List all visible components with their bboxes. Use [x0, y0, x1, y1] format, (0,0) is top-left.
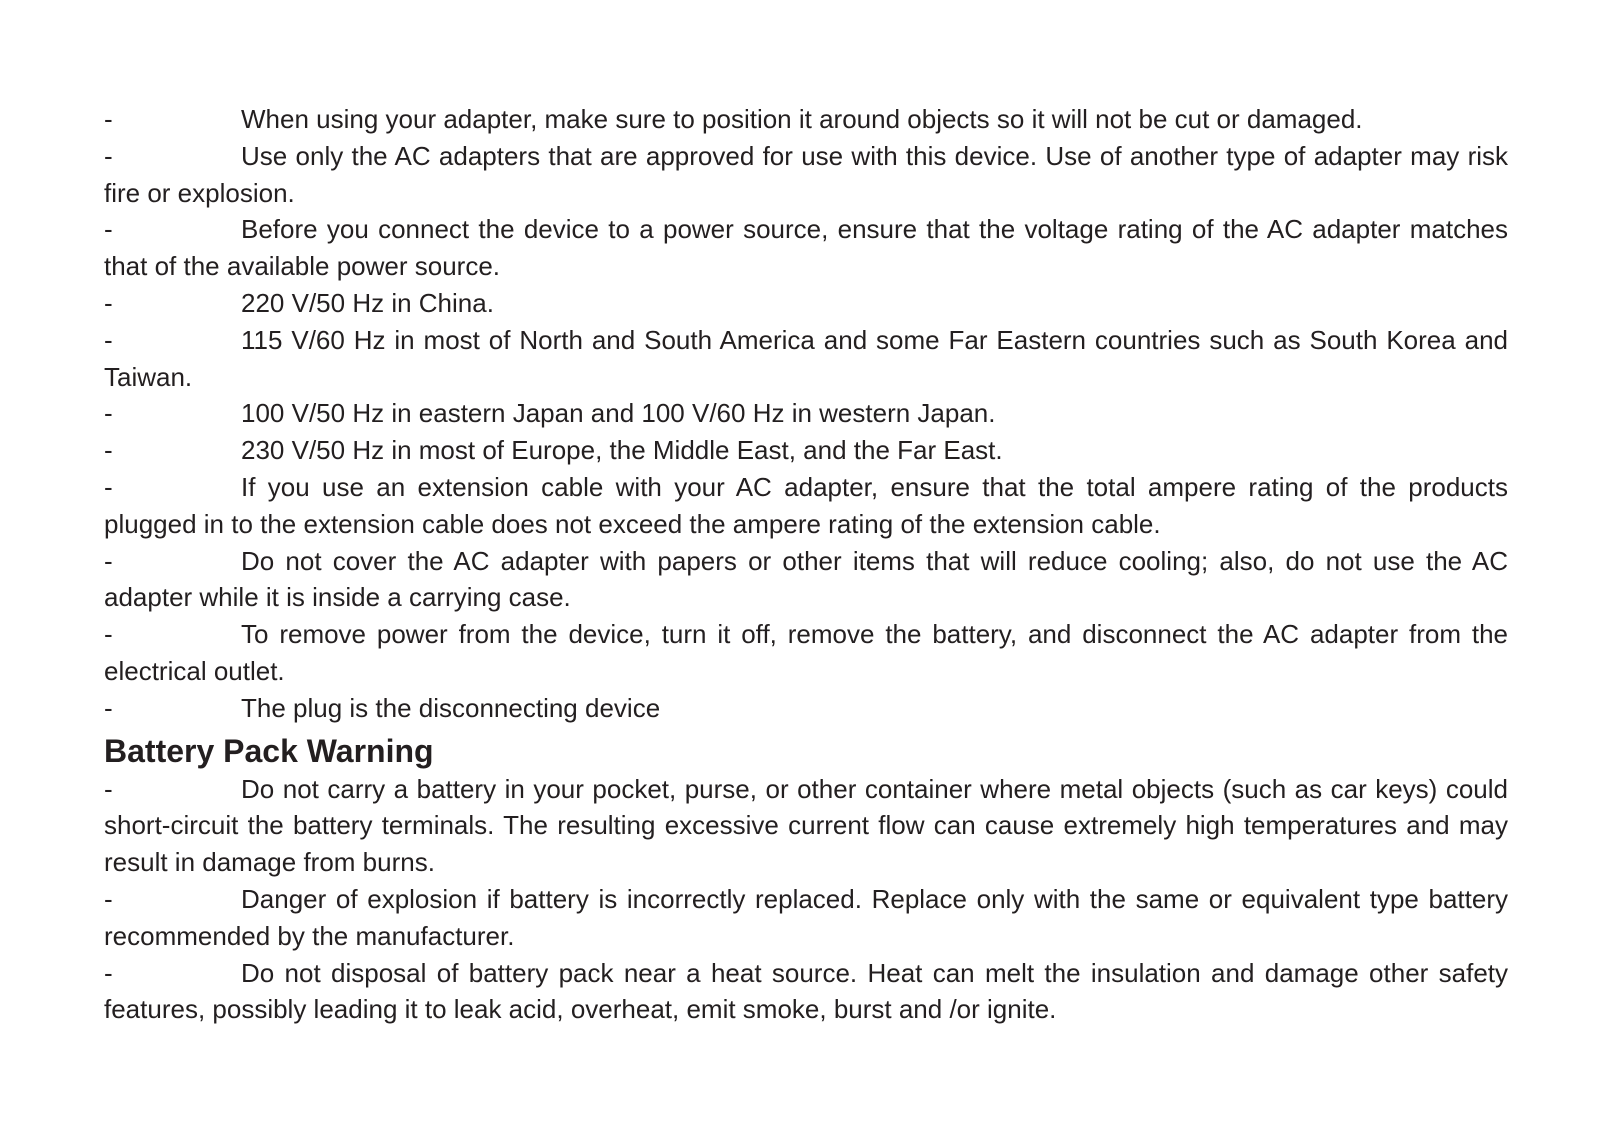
item-text: To remove power from the device, turn it off, remove the battery, and disconnect the AC adapter from the electrical outlet.	[104, 619, 1508, 686]
bullet-dash: -	[104, 104, 113, 134]
list-item	[104, 690, 1508, 727]
item-text: 230 V/50 Hz in most of Europe, the Middle East, and the Far East.	[241, 435, 1003, 466]
item-text: Do not cover the AC adapter with papers or other items that will reduce cooling; also, do not use the AC adapter while it is inside a carrying case.	[104, 545, 1508, 613]
item-text: Do not carry a battery in your pocket, purse, or other container where metal objects (such as car keys) could short-circuit the battery terminals. The resulting excessive current flow can cause extremely high temperatures and may result in damage from burns.	[104, 773, 1508, 878]
item-text: When using your adapter, make sure to position it around objects so it will not be cut or damaged.	[241, 104, 1363, 134]
list-item	[104, 469, 1508, 543]
list-item	[104, 955, 1508, 1029]
item-text: 115 V/60 Hz in most of North and South America and some Far Eastern countries such as South Korea and Taiwan.	[104, 324, 1508, 392]
list-item	[104, 285, 1508, 322]
bullet-dash: -	[104, 692, 113, 723]
list-item	[104, 771, 1508, 881]
bullet-dash: -	[104, 324, 113, 355]
item-text: The plug is the disconnecting device	[241, 692, 661, 723]
item-text: 100 V/50 Hz in eastern Japan and 100 V/60 Hz in western Japan.	[241, 398, 996, 429]
bullet-dash: -	[104, 398, 113, 429]
bullet-dash: -	[104, 140, 113, 171]
document-page	[104, 101, 1508, 1028]
list-item	[104, 543, 1508, 617]
item-text: If you use an extension cable with your AC adapter, ensure that the total ampere rating of the products plugged in to the extension cable does not exceed the ampere rating of the extension cable.	[104, 471, 1508, 539]
list-item	[104, 881, 1508, 955]
bullet-dash: -	[104, 619, 113, 650]
item-text: Danger of explosion if battery is incorrectly replaced. Replace only with the same or equivalent type battery recommended by the manufacturer.	[104, 883, 1508, 951]
bullet-dash: -	[104, 957, 113, 988]
list-item	[104, 211, 1508, 285]
list-item	[104, 322, 1508, 396]
list-item	[104, 138, 1508, 212]
list-item	[104, 616, 1508, 690]
section-heading: Battery Pack Warning	[104, 732, 434, 769]
item-text: 220 V/50 Hz in China.	[241, 287, 494, 318]
bullet-dash: -	[104, 773, 113, 804]
list-item	[104, 101, 1508, 138]
bullet-dash: -	[104, 214, 113, 245]
bullet-dash: -	[104, 545, 113, 576]
bullet-dash: -	[104, 883, 113, 914]
list-item	[104, 432, 1508, 469]
adapter-list	[104, 101, 1508, 727]
bullet-dash: -	[104, 471, 113, 502]
bullet-dash: -	[104, 435, 113, 466]
list-item	[104, 395, 1508, 432]
battery-list	[104, 771, 1508, 1029]
item-text: Use only the AC adapters that are approved for use with this device. Use of another type of adapter may risk fire or explosion.	[104, 140, 1508, 208]
item-text: Before you connect the device to a power source, ensure that the voltage rating of the AC adapter matches that of the available power source.	[104, 214, 1508, 282]
bullet-dash: -	[104, 287, 113, 318]
item-text: Do not disposal of battery pack near a heat source. Heat can melt the insulation and damage other safety features, possibly leading it to leak acid, overheat, emit smoke, burst and /or ignite.	[104, 957, 1508, 1025]
